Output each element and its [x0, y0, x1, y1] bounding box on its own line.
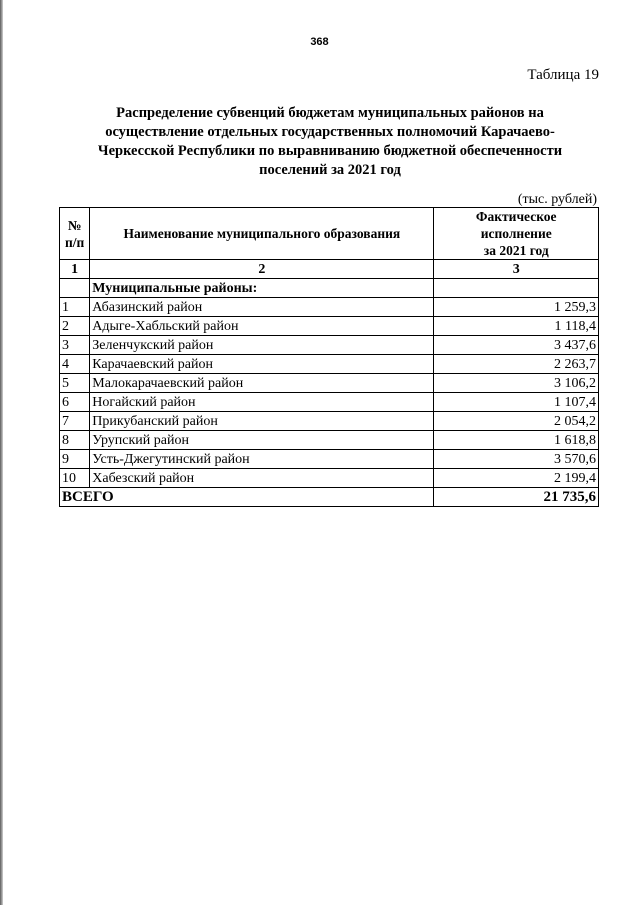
table-row: [60, 336, 599, 355]
district-value: 2 054,2: [434, 412, 599, 431]
district-name: Усть-Джегутинский район: [90, 450, 434, 469]
table-header-row: [60, 208, 599, 260]
header-value-line: исполнение: [480, 226, 552, 241]
scan-edge: [0, 0, 3, 905]
district-name: Малокарачаевский район: [90, 374, 434, 393]
column-index: 3: [434, 260, 599, 279]
district-value: 1 107,4: [434, 393, 599, 412]
row-number: 1: [60, 298, 90, 317]
district-name: Урупский район: [90, 431, 434, 450]
district-value: 1 118,4: [434, 317, 599, 336]
header-name: Наименование муниципального образования: [90, 208, 434, 260]
row-number: 5: [60, 374, 90, 393]
table-row: [60, 374, 599, 393]
total-value: 21 735,6: [434, 488, 599, 507]
row-number: 10: [60, 469, 90, 488]
title-line: осуществление отдельных государственных полномочий Карачаево-: [105, 124, 555, 140]
section-empty-cell: [434, 279, 599, 298]
total-label: ВСЕГО: [60, 488, 434, 507]
section-label: Муниципальные районы:: [90, 279, 434, 298]
table-row: [60, 355, 599, 374]
units-label: (тыс. рублей): [517, 192, 597, 207]
section-empty-cell: [60, 279, 90, 298]
district-value: 3 106,2: [434, 374, 599, 393]
section-row: [60, 279, 599, 298]
district-value: 3 570,6: [434, 450, 599, 469]
district-name: Ногайский район: [90, 393, 434, 412]
row-number: 4: [60, 355, 90, 374]
table-body: [60, 298, 599, 488]
district-value: 3 437,6: [434, 336, 599, 355]
district-name: Хабезский район: [90, 469, 434, 488]
table-row: [60, 469, 599, 488]
header-value-line: Фактическое: [475, 209, 557, 224]
total-row: [60, 488, 599, 507]
row-number: 8: [60, 431, 90, 450]
district-value: 1 259,3: [434, 298, 599, 317]
row-number: 6: [60, 393, 90, 412]
page-number: 368: [310, 36, 329, 48]
column-index: 1: [60, 260, 90, 279]
table-label: Таблица 19: [527, 67, 599, 83]
district-value: 1 618,8: [434, 431, 599, 450]
table-row: [60, 298, 599, 317]
table-row: [60, 450, 599, 469]
district-name: Абазинский район: [90, 298, 434, 317]
row-number: 9: [60, 450, 90, 469]
row-number: 2: [60, 317, 90, 336]
table-row: [60, 412, 599, 431]
district-name: Прикубанский район: [90, 412, 434, 431]
district-value: 2 263,7: [434, 355, 599, 374]
column-index: 2: [90, 260, 434, 279]
header-value-line: за 2021 год: [483, 243, 549, 258]
header-value: [434, 208, 599, 260]
title-line: Черкесской Республики по выравниванию бюджетной обеспеченности: [97, 143, 563, 159]
district-value: 2 199,4: [434, 469, 599, 488]
table-row: [60, 317, 599, 336]
district-name: Карачаевский район: [90, 355, 434, 374]
column-index-row: [60, 260, 599, 279]
district-name: Зеленчукский район: [90, 336, 434, 355]
title-line: поселений за 2021 год: [259, 162, 401, 178]
title-line: Распределение субвенций бюджетам муниципальных районов на: [116, 105, 544, 121]
row-number: 7: [60, 412, 90, 431]
row-number: 3: [60, 336, 90, 355]
subvention-table: [59, 207, 599, 507]
district-name: Адыге-Хабльский район: [90, 317, 434, 336]
document-title: [60, 104, 600, 180]
table-row: [60, 393, 599, 412]
table-row: [60, 431, 599, 450]
header-number: № п/п: [60, 208, 90, 260]
